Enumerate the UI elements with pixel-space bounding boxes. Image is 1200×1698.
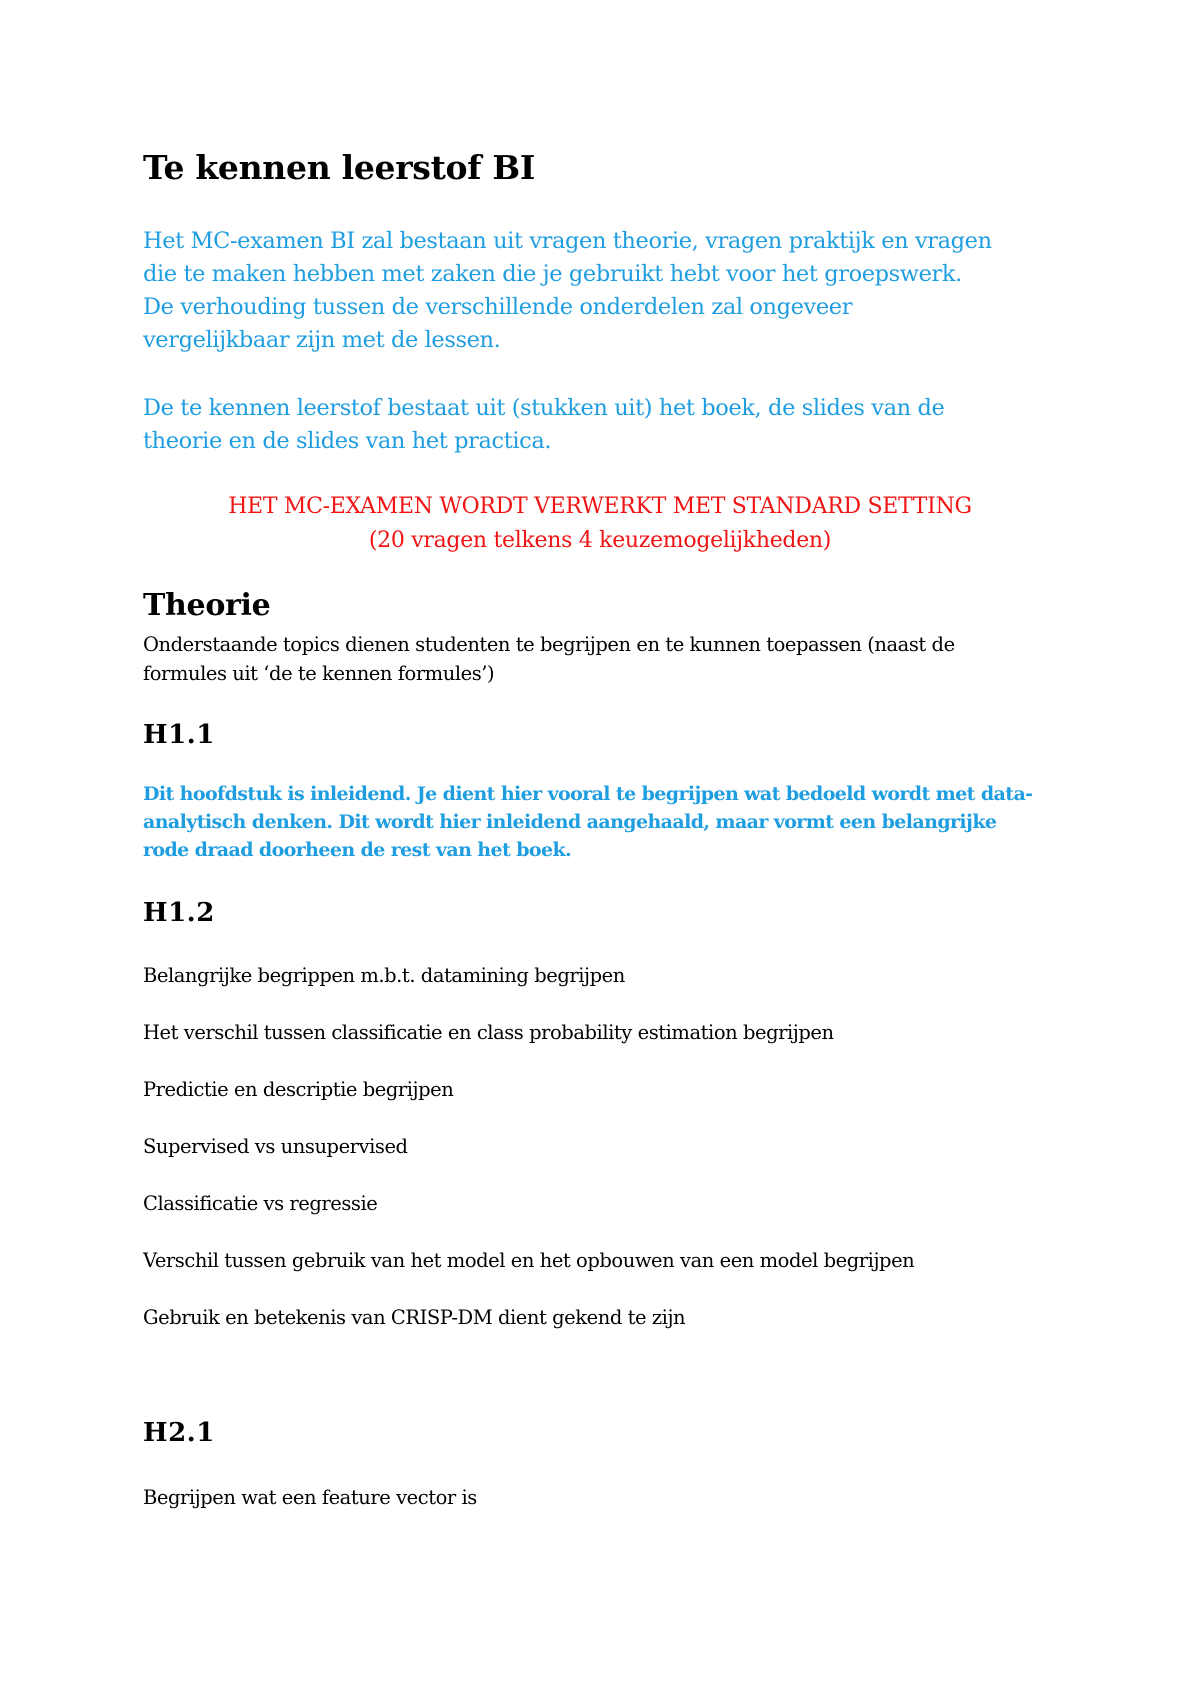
warning-line: (20 vragen telkens 4 keuzemogelijkheden) xyxy=(368,528,832,553)
intro-line: theorie en de slides van het practica. xyxy=(143,428,552,454)
intro-paragraph-1 xyxy=(143,225,992,357)
section-heading-h1-2: H1.2 xyxy=(143,898,215,928)
h2-1-item: Begrijpen wat een feature vector is xyxy=(143,1486,477,1509)
h1-1-line: rode draad doorheen de rest van het boek. xyxy=(143,839,572,861)
h1-2-item: Belangrijke begrippen m.b.t. datamining begrijpen xyxy=(143,964,625,987)
intro-line: De verhouding tussen de verschillende onderdelen zal ongeveer xyxy=(143,294,853,320)
h1-2-item: Classificatie vs regressie xyxy=(143,1192,378,1215)
intro-line: Het MC-examen BI zal bestaan uit vragen theorie, vragen praktijk en vragen xyxy=(143,228,992,254)
theorie-subtitle xyxy=(143,630,955,688)
document-title: Te kennen leerstof BI xyxy=(143,148,536,187)
section-heading-h1-1: H1.1 xyxy=(143,720,215,750)
intro-line: vergelijkbaar zijn met de lessen. xyxy=(143,327,501,353)
subtitle-line: Onderstaande topics dienen studenten te begrijpen en te kunnen toepassen (naast de xyxy=(143,633,955,656)
theorie-heading: Theorie xyxy=(143,588,271,623)
warning-line: HET MC-EXAMEN WORDT VERWERKT MET STANDARD SETTING xyxy=(228,494,972,519)
intro-line: De te kennen leerstof bestaat uit (stukken uit) het boek, de slides van de xyxy=(143,395,945,421)
h1-2-item: Supervised vs unsupervised xyxy=(143,1135,408,1158)
h1-1-line: analytisch denken. Dit wordt hier inleidend aangehaald, maar vormt een belangrijke xyxy=(143,811,997,833)
h1-1-line: Dit hoofdstuk is inleidend. Je dient hier vooral te begrijpen wat bedoeld wordt met data- xyxy=(143,783,1033,805)
section-heading-h2-1: H2.1 xyxy=(143,1418,215,1448)
h1-2-item: Gebruik en betekenis van CRISP-DM dient gekend te zijn xyxy=(143,1306,686,1329)
subtitle-line: formules uit ‘de te kennen formules’) xyxy=(143,662,495,685)
h1-2-item: Het verschil tussen classificatie en class probability estimation begrijpen xyxy=(143,1021,834,1044)
h1-1-text xyxy=(143,780,1032,864)
h1-2-item: Verschil tussen gebruik van het model en het opbouwen van een model begrijpen xyxy=(143,1249,915,1272)
intro-paragraph-2 xyxy=(143,392,944,458)
exam-warning xyxy=(0,490,1200,558)
h1-2-item: Predictie en descriptie begrijpen xyxy=(143,1078,454,1101)
intro-line: die te maken hebben met zaken die je gebruikt hebt voor het groepswerk. xyxy=(143,261,962,287)
